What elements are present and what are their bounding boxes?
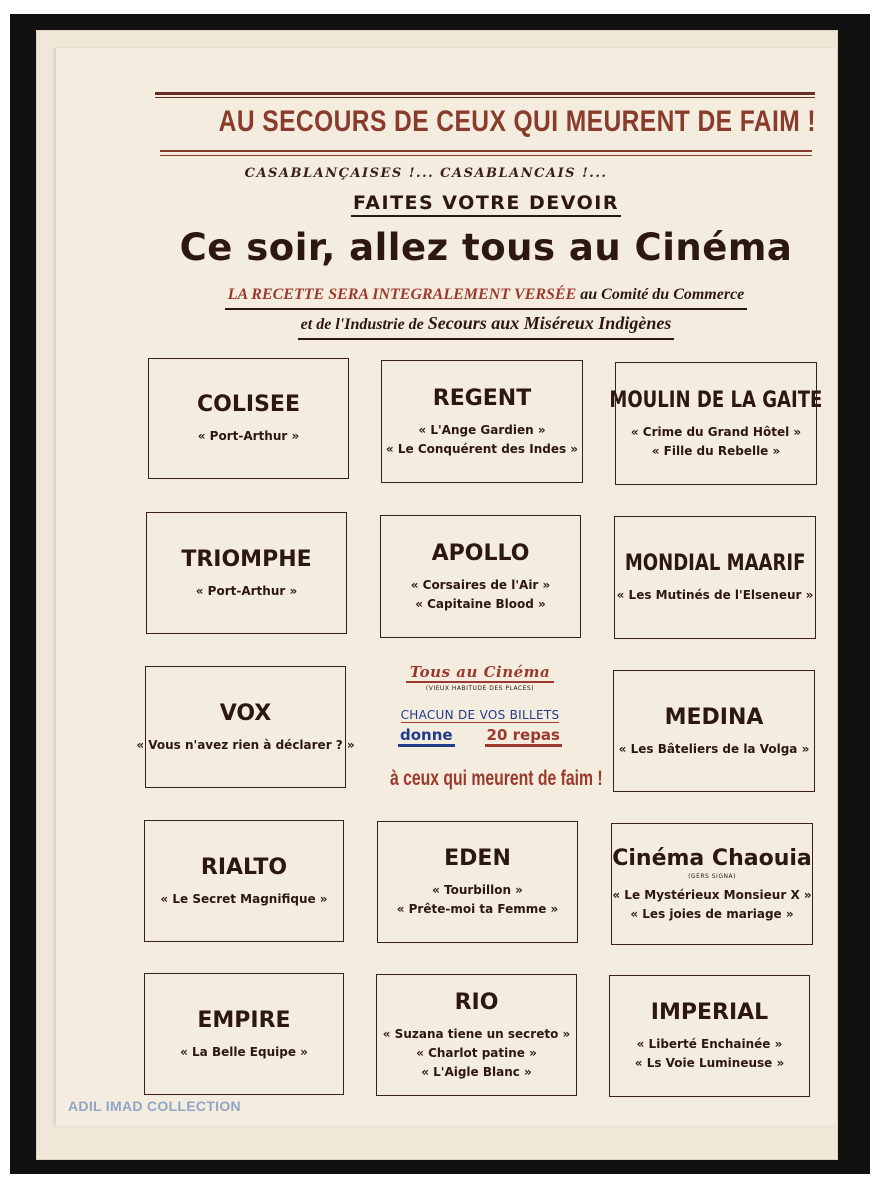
recette-part-2: au Comité du Commerce (576, 286, 745, 303)
recette-part-4: Secours aux Miséreux Indigènes (427, 313, 672, 333)
film-title: « L'Aigle Blanc » (421, 1064, 532, 1079)
call-to-action (160, 192, 812, 214)
film-title: « Ls Voie Lumineuse » (634, 1056, 785, 1070)
chacun-part-b: VOS BILLETS (479, 708, 560, 722)
cinema-box-empire (144, 973, 344, 1095)
cinema-box-chaouia (611, 823, 813, 945)
collection-watermark: ADIL IMAD COLLECTION (68, 1098, 241, 1114)
cinema-box-apollo (380, 515, 581, 638)
film-title: « Crime du Grand Hôtel » (630, 424, 802, 439)
cinema-box-rio (376, 974, 577, 1096)
cinema-name: EMPIRE (197, 1007, 291, 1033)
cinema-name: TRIOMPHE (181, 546, 312, 572)
headline-underline-thin (160, 155, 812, 156)
film-title: « Corsaires de l'Air » (410, 577, 551, 592)
film-title: « La Belle Equipe » (180, 1044, 308, 1059)
film-title: « Suzana tiene un secreto » (382, 1026, 571, 1041)
donne-text: donne (398, 726, 455, 747)
recette-part-1: LA RECETTE SERA INTEGRALEMENT VERSÉE (227, 286, 577, 303)
cinema-box-vox (136, 666, 355, 788)
recette-line-2 (298, 310, 675, 340)
cinema-box-regent (381, 360, 583, 483)
film-title: « Charlot patine » (416, 1045, 537, 1060)
cinema-name: IMPERIAL (650, 1000, 769, 1025)
film-title: « Vous n'avez rien à déclarer ? » (136, 737, 355, 752)
cinema-name: MONDIAL MAARIF (624, 551, 806, 576)
tous-au-cinema: Tous au Cinéma (406, 663, 555, 683)
cinema-name: RIO (454, 989, 499, 1015)
cinema-box-eden (377, 821, 578, 943)
habitude-note: (VIEUX HABITUDE DES PLACES) (425, 685, 535, 692)
recette-line-1 (225, 282, 748, 310)
film-title: « Capitaine Blood » (415, 596, 546, 611)
cinema-name: REGENT (432, 385, 532, 411)
film-title: « Le Conquérent des Indes » (385, 441, 579, 456)
cinema-name: MEDINA (664, 704, 764, 730)
call-text: FAITES VOTRE DEVOIR (351, 192, 621, 217)
cinema-box-rialto (144, 820, 344, 942)
cinema-box-moulin-de-la-gaite (609, 362, 823, 485)
ceux-qui-meurent: à ceux qui meurent de faim ! (390, 767, 603, 790)
repas-text: 20 repas (485, 726, 562, 747)
cinema-name: Cinéma Chaouia (612, 845, 812, 871)
film-title: « L'Ange Gardien » (418, 422, 546, 437)
cinema-name: VOX (219, 700, 272, 726)
film-title: « Fille du Rebelle » (651, 443, 781, 458)
headline: AU SECOURS DE CEUX QUI MEURENT DE FAIM ! (218, 105, 816, 138)
film-title: « Le Mystérieux Monsieur X » (612, 887, 812, 902)
cinema-box-mondial-maarif (614, 516, 816, 639)
recette-notice (160, 282, 812, 340)
cinema-name: EDEN (444, 846, 511, 871)
film-title: « Les Mutinés de l'Elseneur » (616, 588, 814, 602)
center-appeal (360, 662, 603, 791)
headline-underline (160, 150, 812, 152)
cinema-name: APOLLO (431, 540, 530, 566)
film-title: « Prête-moi ta Femme » (396, 902, 559, 916)
subheading: CASABLANÇAISES !... CASABLANCAIS !... (244, 166, 608, 181)
film-title: « Port-Arthur » (197, 429, 300, 443)
recette-part-3: et de l'Industrie de (300, 316, 428, 333)
cinema-note: (GERS SIGNA) (688, 872, 736, 880)
film-title: « Les joies de mariage » (630, 906, 794, 921)
top-rule-thin (155, 97, 815, 98)
film-title: « Le Secret Magnifique » (160, 891, 328, 906)
cinema-box-triomphe (146, 512, 347, 634)
cinema-name: COLISEE (197, 392, 300, 417)
chacun-line (360, 708, 600, 722)
film-title: « Port-Arthur » (195, 583, 298, 598)
film-title: « Les Bâteliers de la Volga » (618, 741, 810, 756)
cinema-name: RIALTO (200, 854, 288, 880)
main-title: Ce soir, allez tous au Cinéma (179, 226, 793, 269)
top-rule (155, 92, 815, 95)
cinema-box-imperial (609, 975, 810, 1097)
cinema-box-medina (613, 670, 815, 792)
chacun-part-a: CHACUN DE (400, 708, 480, 722)
cinema-name: MOULIN DE LA GAITE (609, 387, 823, 413)
donne-row (398, 726, 562, 747)
film-title: « Tourbillon » (432, 883, 523, 897)
film-title: « Liberté Enchainée » (636, 1037, 783, 1051)
cinema-box-colisee (148, 358, 349, 479)
